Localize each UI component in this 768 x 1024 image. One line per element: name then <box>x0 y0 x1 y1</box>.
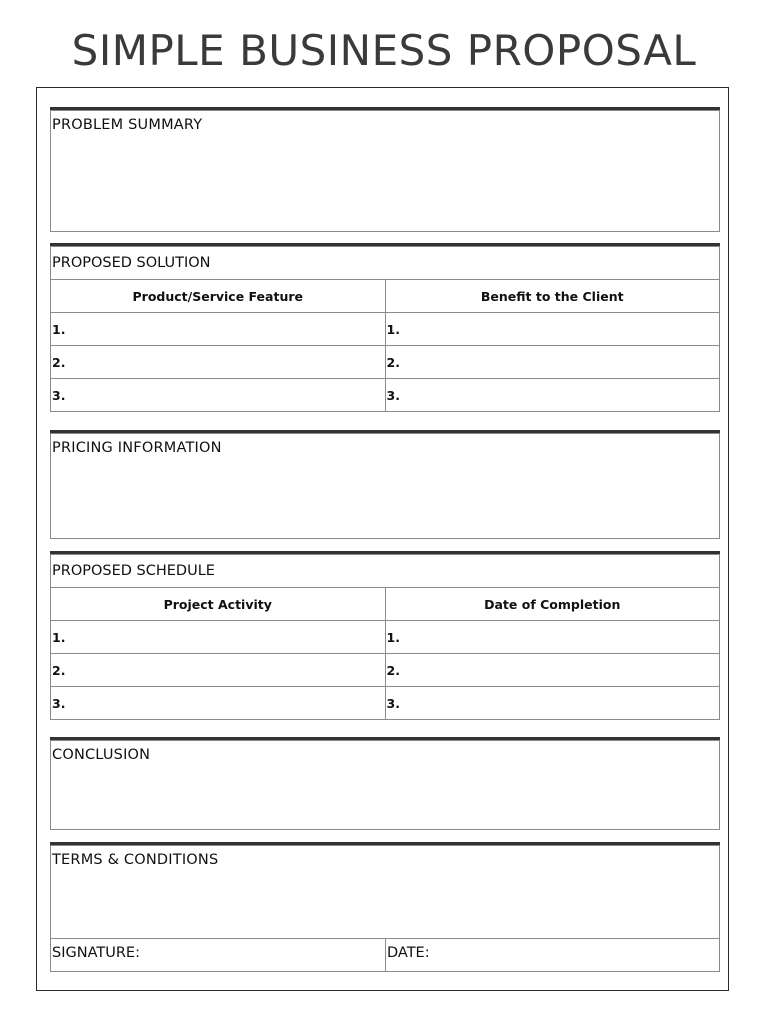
activity-cell[interactable]: 2. <box>51 654 386 687</box>
table-row <box>51 346 720 379</box>
table-row <box>51 379 720 412</box>
table-row <box>51 555 720 588</box>
conclusion-section <box>50 737 720 830</box>
terms-conditions-section <box>50 842 720 971</box>
activity-cell[interactable]: 1. <box>51 621 386 654</box>
page-title: SIMPLE BUSINESS PROPOSAL <box>71 26 697 75</box>
column-header-benefit: Benefit to the Client <box>385 280 720 313</box>
table-row <box>51 687 720 720</box>
pricing-information-box[interactable] <box>50 433 720 539</box>
table-row <box>51 247 720 280</box>
proposed-solution-section <box>50 243 720 412</box>
completion-date-cell[interactable]: 2. <box>385 654 720 687</box>
feature-cell[interactable]: 1. <box>51 313 386 346</box>
problem-summary-label: PROBLEM SUMMARY <box>52 117 203 133</box>
problem-summary-box[interactable] <box>50 110 720 232</box>
terms-conditions-box[interactable] <box>50 845 720 939</box>
column-header-activity: Project Activity <box>51 588 386 621</box>
column-header-feature: Product/Service Feature <box>51 280 386 313</box>
pricing-information-section <box>50 430 720 539</box>
table-header-row <box>51 280 720 313</box>
feature-cell[interactable]: 2. <box>51 346 386 379</box>
benefit-cell[interactable]: 1. <box>385 313 720 346</box>
benefit-cell[interactable]: 2. <box>385 346 720 379</box>
problem-summary-section <box>50 107 720 232</box>
column-header-completion-date: Date of Completion <box>385 588 720 621</box>
completion-date-cell[interactable]: 1. <box>385 621 720 654</box>
table-row <box>51 313 720 346</box>
feature-cell[interactable]: 3. <box>51 379 386 412</box>
table-row <box>51 621 720 654</box>
benefit-cell[interactable]: 3. <box>385 379 720 412</box>
proposed-schedule-table <box>50 554 720 720</box>
pricing-information-label: PRICING INFORMATION <box>52 440 222 456</box>
signature-field[interactable]: SIGNATURE: <box>52 945 140 961</box>
completion-date-cell[interactable]: 3. <box>385 687 720 720</box>
proposed-solution-label: PROPOSED SOLUTION <box>51 247 720 280</box>
proposed-schedule-label: PROPOSED SCHEDULE <box>51 555 720 588</box>
proposed-solution-table <box>50 246 720 412</box>
signature-date-row <box>50 938 720 972</box>
conclusion-box[interactable] <box>50 740 720 830</box>
proposed-schedule-section <box>50 551 720 720</box>
table-header-row <box>51 588 720 621</box>
table-row <box>51 654 720 687</box>
conclusion-label: CONCLUSION <box>52 747 151 763</box>
date-field[interactable]: DATE: <box>385 939 719 971</box>
terms-conditions-label: TERMS & CONDITIONS <box>52 852 219 868</box>
activity-cell[interactable]: 3. <box>51 687 386 720</box>
